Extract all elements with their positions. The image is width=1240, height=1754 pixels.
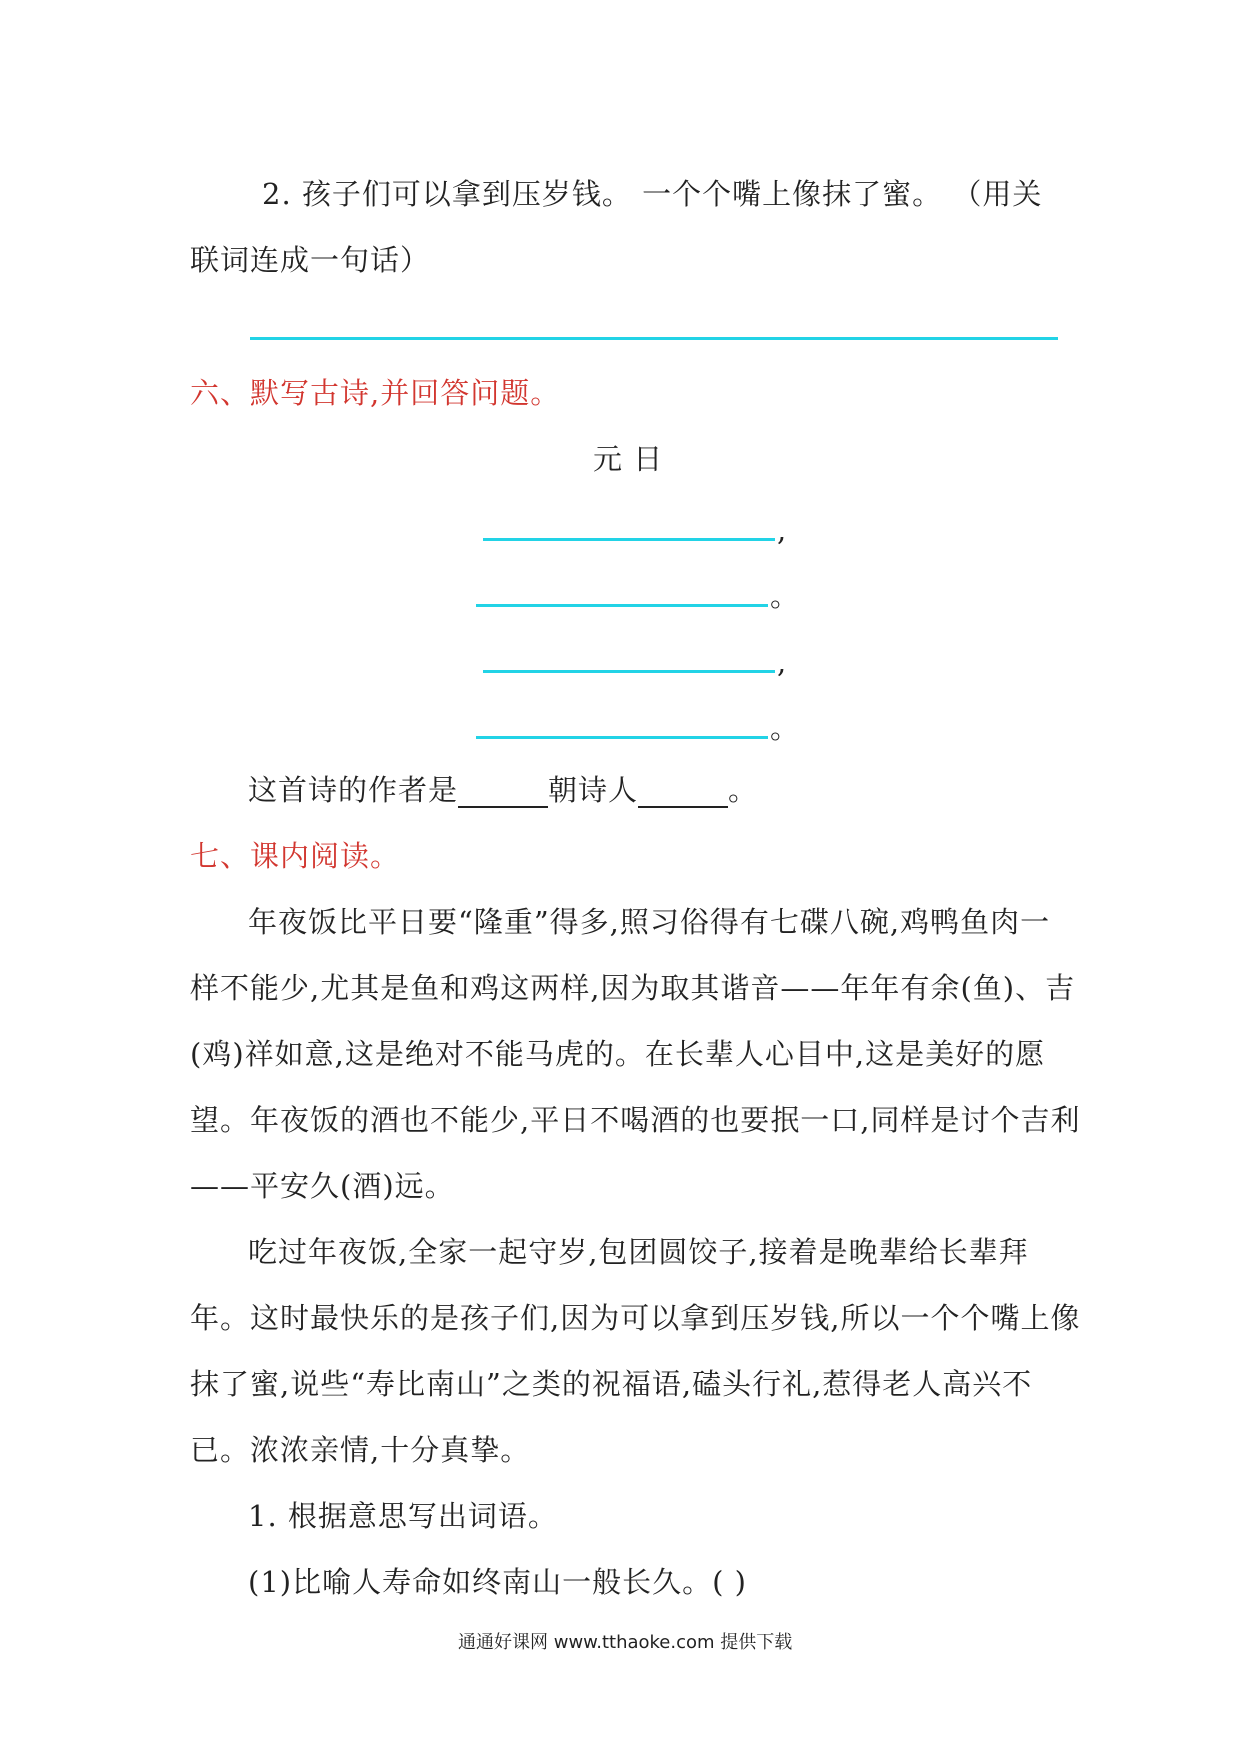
question-1-1: (1)比喻人寿命如终南山一般长久。( ) bbox=[248, 1565, 747, 1599]
poem-punct-3: , bbox=[777, 645, 788, 679]
poem-line-1[interactable] bbox=[483, 538, 775, 541]
passage-p2-line: 已。浓浓亲情,十分真挚。 bbox=[190, 1433, 531, 1467]
question-1: 1. 根据意思写出词语。 bbox=[248, 1499, 558, 1533]
poem-title: 元 日 bbox=[593, 442, 664, 476]
section-6-heading: 六、默写古诗,并回答问题。 bbox=[190, 376, 561, 410]
passage-p1-line: 望。年夜饭的酒也不能少,平日不喝酒的也要抿一口,同样是讨个吉利 bbox=[190, 1103, 1081, 1137]
passage-p1-line: (鸡)祥如意,这是绝对不能马虎的。在长辈人心目中,这是美好的愿 bbox=[190, 1037, 1046, 1071]
passage-p1-line: 年夜饭比平日要“隆重”得多,照习俗得有七碟八碗,鸡鸭鱼肉一 bbox=[248, 905, 1051, 939]
dynasty-blank[interactable] bbox=[458, 774, 548, 808]
poem-punct-4: 。 bbox=[770, 711, 801, 745]
passage-p2-line: 抹了蜜,说些“寿比南山”之类的祝福语,磕头行礼,惹得老人高兴不 bbox=[190, 1367, 1033, 1401]
poem-line-3[interactable] bbox=[483, 670, 775, 673]
passage-p2-line: 年。这时最快乐的是孩子们,因为可以拿到压岁钱,所以一个个嘴上像 bbox=[190, 1301, 1081, 1335]
section-7-heading: 七、课内阅读。 bbox=[190, 839, 401, 873]
author-question bbox=[248, 772, 758, 808]
passage-p1-line: ——平安久(酒)远。 bbox=[190, 1169, 455, 1203]
q5-2-line1: 2. 孩子们可以拿到压岁钱。 一个个嘴上像抹了蜜。 （用关 bbox=[262, 177, 1043, 211]
poem-punct-2: 。 bbox=[770, 579, 801, 613]
author-question-part-c: 。 bbox=[728, 773, 759, 807]
author-question-part-a: 这首诗的作者是 bbox=[248, 773, 459, 807]
answer-line[interactable] bbox=[250, 337, 1058, 340]
footer-text: 通通好课网 www.tthaoke.com 提供下载 bbox=[458, 1632, 793, 1653]
poem-line-2[interactable] bbox=[476, 604, 768, 607]
q5-2-line2: 联词连成一句话） bbox=[190, 243, 431, 277]
author-question-part-b: 朝诗人 bbox=[548, 773, 639, 807]
passage-p2-line: 吃过年夜饭,全家一起守岁,包团圆饺子,接着是晚辈给长辈拜 bbox=[248, 1235, 1029, 1269]
poem-line-4[interactable] bbox=[476, 736, 768, 739]
poet-blank[interactable] bbox=[638, 774, 728, 808]
poem-punct-1: , bbox=[777, 513, 788, 547]
passage-p1-line: 样不能少,尤其是鱼和鸡这两样,因为取其谐音——年年有余(鱼)、吉 bbox=[190, 971, 1076, 1005]
